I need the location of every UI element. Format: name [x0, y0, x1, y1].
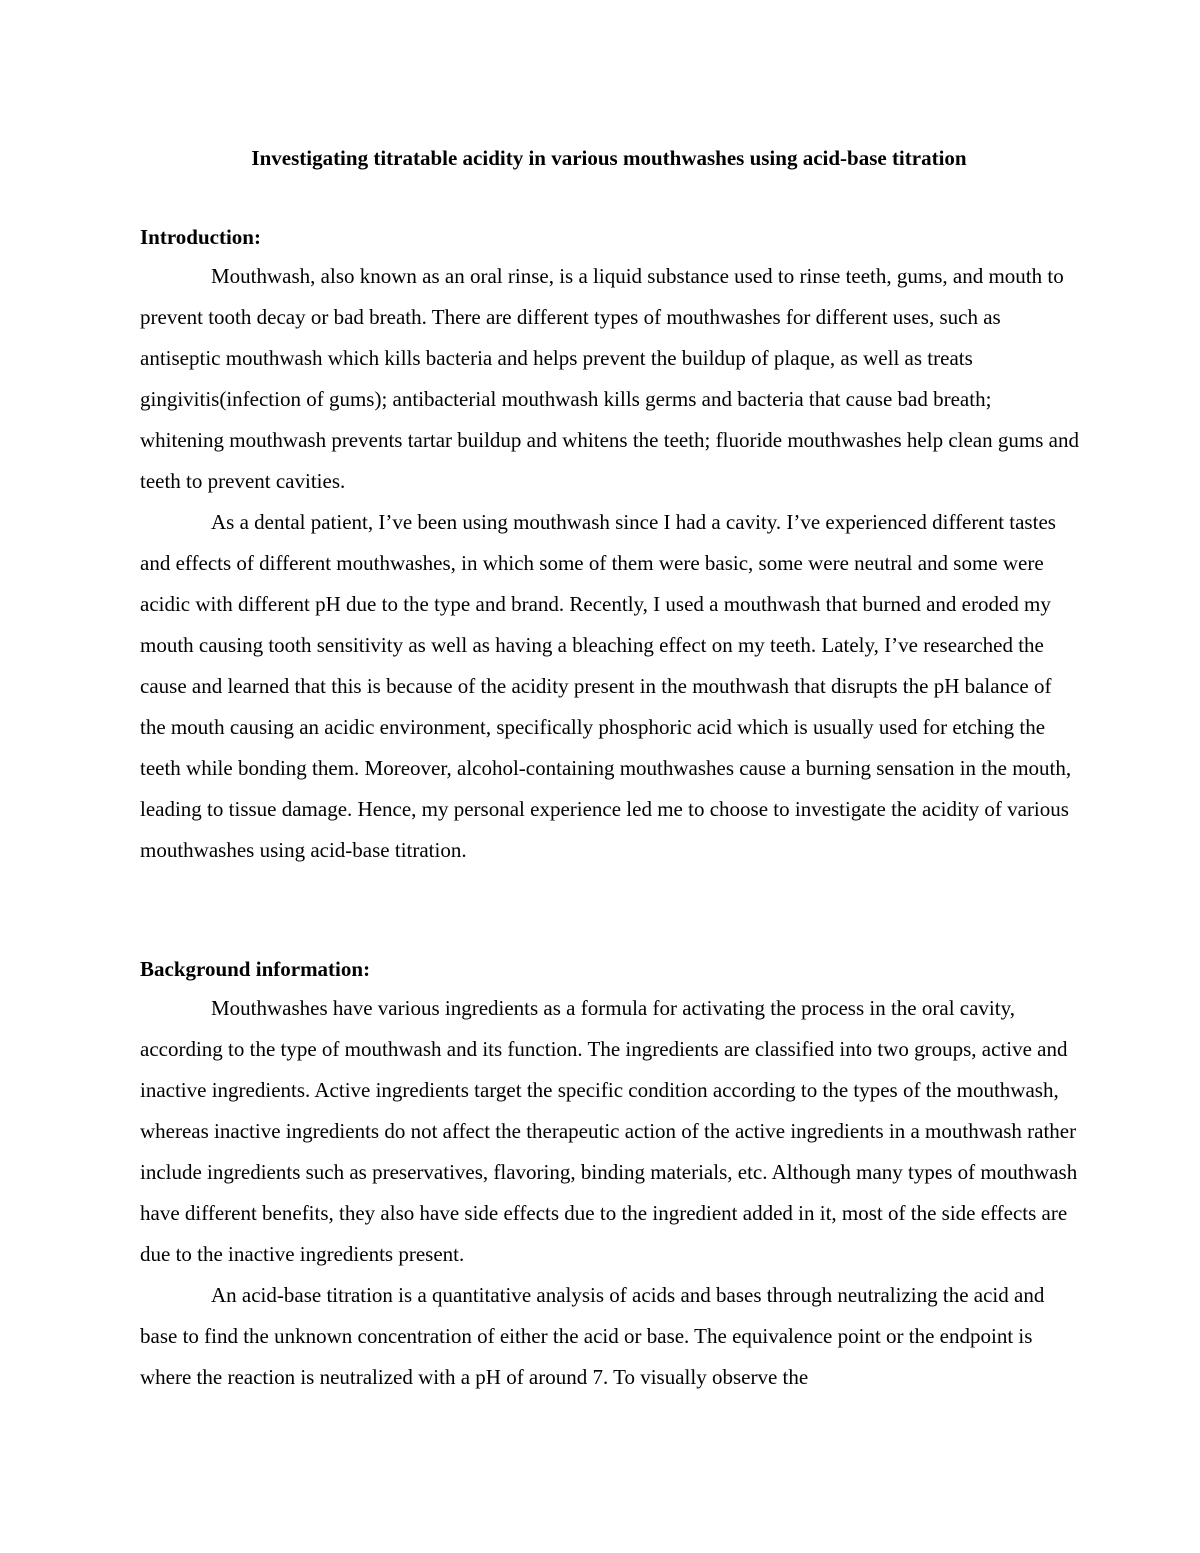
introduction-paragraph-1: Mouthwash, also known as an oral rinse, is a liquid substance used to rinse teeth, gums, and mouth to prevent tooth decay or bad breath. There are different types of mouthwashes for different uses, such as antiseptic mouthwash which kills bacteria and helps prevent the buildup of plaque, as well as treats gingivitis(infection of gums); antibacterial mouthwash kills germs and bacteria that cause bad breath; whitening mouthwash prevents tartar buildup and whitens the teeth; fluoride mouthwashes help clean gums and teeth to prevent cavities. — [140, 264, 1079, 493]
introduction-paragraph-2: As a dental patient, I’ve been using mouthwash since I had a cavity. I’ve experienced different tastes and effects of different mouthwashes, in which some of them were basic, some were neutral and some were acidic with different pH due to the type and brand. Recently, I used a mouthwash that burned and eroded my mouth causing tooth sensitivity as well as having a bleaching effect on my teeth. Lately, I’ve researched the cause and learned that this is because of the acidity present in the mouthwash that disrupts the pH balance of the mouth causing an acidic environment, specifically phosphoric acid which is usually used for etching the teeth while bonding them. Moreover, alcohol-containing mouthwashes cause a burning sensation in the mouth, leading to tissue damage. Hence, my personal experience led me to choose to investigate the acidity of various mouthwashes using acid-base titration. — [140, 510, 1072, 862]
document-title: Investigating titratable acidity in various mouthwashes using acid-base titration — [251, 146, 967, 170]
background-information-heading: Background information: — [140, 957, 371, 981]
background-paragraph-2: An acid-base titration is a quantitative analysis of acids and bases through neutralizing the acid and base to find the unknown concentration of either the acid or base. The equivalence point or the endpoint is where the reaction is neutralized with a pH of around 7. To visually observe the — [140, 1283, 1045, 1389]
introduction-body — [140, 256, 1080, 871]
background-paragraph-1: Mouthwashes have various ingredients as a formula for activating the process in the oral cavity, according to the type of mouthwash and its function. The ingredients are classified into two groups, active and inactive ingredients. Active ingredients target the specific condition according to the types of the mouthwash, whereas inactive ingredients do not affect the therapeutic action of the active ingredients in a mouthwash rather include ingredients such as preservatives, flavoring, binding materials, etc. Although many types of mouthwash have different benefits, they also have side effects due to the ingredient added in it, most of the side effects are due to the inactive ingredients present. — [140, 996, 1078, 1266]
introduction-heading: Introduction: — [140, 225, 261, 249]
background-information-body — [140, 988, 1080, 1398]
